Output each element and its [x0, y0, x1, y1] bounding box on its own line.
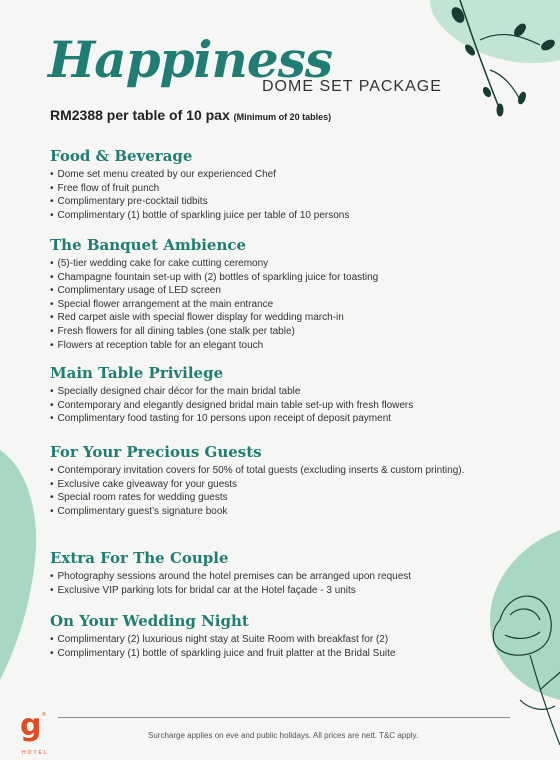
list-item: • Contemporary and elegantly designed bridal main table set-up with fresh flowers: [50, 399, 520, 413]
list-item: • Fresh flowers for all dining tables (one stalk per table): [50, 325, 520, 339]
price-text: RM2388 per table of 10 pax: [50, 107, 230, 123]
footer-note: Surcharge applies on eve and public holidays. All prices are nett. T&C apply.: [148, 731, 419, 740]
footer-divider: [58, 717, 510, 718]
section-heading: Main Table Privilege: [50, 364, 224, 382]
list-item: • Complimentary pre-cocktail tidbits: [50, 195, 520, 209]
section-precious-guests: [50, 443, 520, 518]
price-line: [50, 107, 331, 123]
list-item: • Photography sessions around the hotel premises can be arranged upon request: [50, 570, 520, 584]
list-item: • Specially designed chair décor for the main bridal table: [50, 385, 520, 399]
section-heading: Extra For The Couple: [50, 549, 229, 567]
hotel-logo: [20, 710, 50, 756]
section-main-table: [50, 364, 520, 426]
section-wedding-night: [50, 612, 520, 660]
section-banquet-ambience: [50, 236, 520, 352]
section-heading: Food & Beverage: [50, 147, 193, 165]
section-food-beverage: [50, 147, 520, 222]
left-blob: [0, 450, 36, 680]
list-item: • Complimentary usage of LED screen: [50, 284, 520, 298]
section-heading: The Banquet Ambience: [50, 236, 247, 254]
list-item: • (5)-tier wedding cake for cake cutting ceremony: [50, 257, 520, 271]
top-right-blob: [430, 0, 560, 63]
list-item: • Complimentary (1) bottle of sparkling juice per table of 10 persons: [50, 209, 520, 223]
list-item: • Complimentary (1) bottle of sparkling juice and fruit platter at the Bridal Suite: [50, 647, 520, 661]
logo-registered: ®: [42, 712, 46, 718]
list-item: • Free flow of fruit punch: [50, 182, 520, 196]
list-item: • Special flower arrangement at the main entrance: [50, 298, 520, 312]
list-item: • Complimentary food tasting for 10 persons upon receipt of deposit payment: [50, 412, 520, 426]
logo-text: HOTEL: [22, 750, 49, 756]
package-subtitle: DOME SET PACKAGE: [262, 78, 442, 95]
price-note: (Minimum of 20 tables): [233, 112, 332, 122]
list-item: • Contemporary invitation covers for 50% of total guests (excluding inserts & custom printing).: [50, 464, 520, 478]
list-item: • Exclusive VIP parking lots for bridal car at the Hotel façade - 3 units: [50, 584, 520, 598]
section-extra-couple: [50, 549, 520, 597]
list-item: • Red carpet aisle with special flower display for wedding march-in: [50, 311, 520, 325]
list-item: • Exclusive cake giveaway for your guests: [50, 478, 520, 492]
list-item: • Special room rates for wedding guests: [50, 491, 520, 505]
list-item: • Flowers at reception table for an elegant touch: [50, 339, 520, 353]
logo-letter: g: [20, 708, 42, 743]
list-item: • Complimentary guest’s signature book: [50, 505, 520, 519]
package-title: Happiness: [48, 30, 333, 89]
section-heading: On Your Wedding Night: [50, 612, 249, 630]
list-item: • Champagne fountain set-up with (2) bottles of sparkling juice for toasting: [50, 271, 520, 285]
list-item: • Dome set menu created by our experienced Chef: [50, 168, 520, 182]
list-item: • Complimentary (2) luxurious night stay at Suite Room with breakfast for (2): [50, 633, 520, 647]
section-heading: For Your Precious Guests: [50, 443, 262, 461]
